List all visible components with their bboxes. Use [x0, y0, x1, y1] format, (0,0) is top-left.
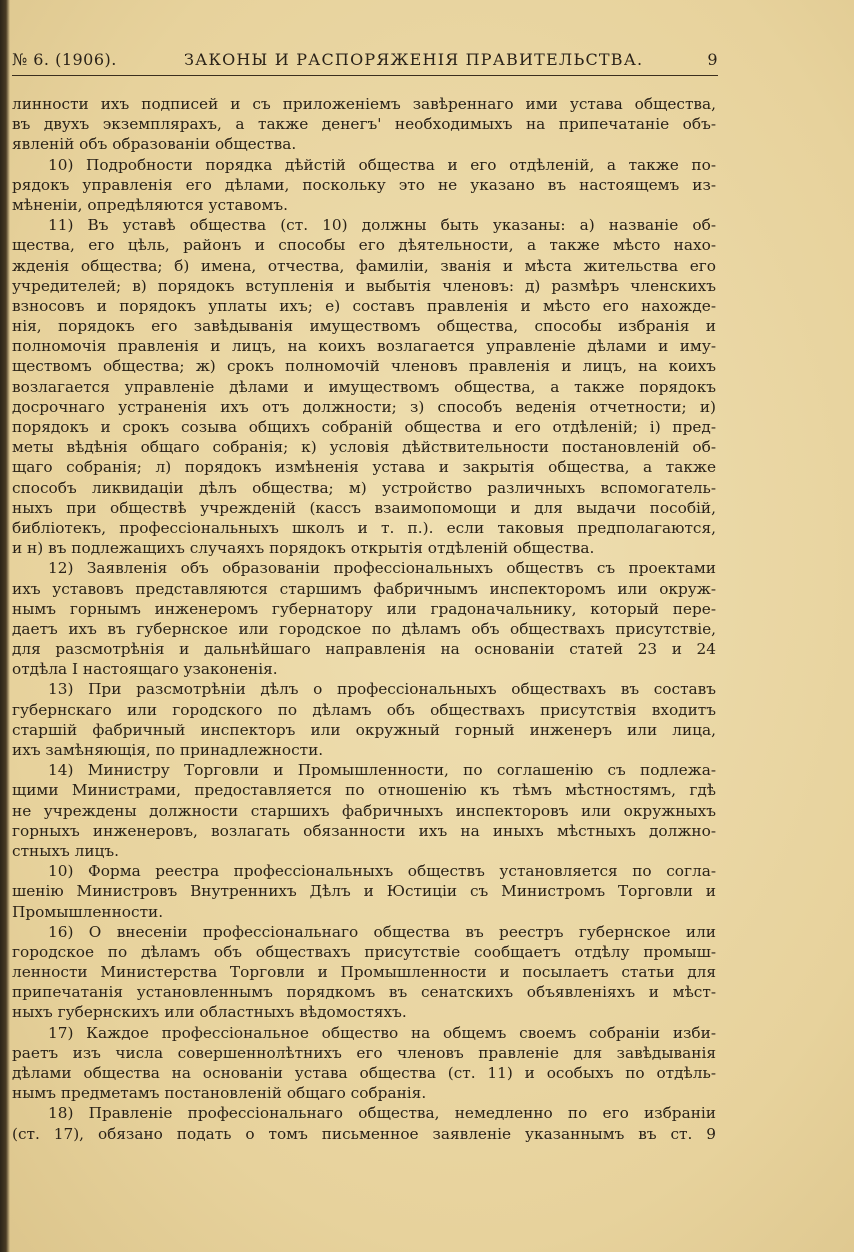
- text-line: 14) Министру Торговли и Промышленности, по соглашенію съ подлежа-: [48, 761, 716, 780]
- text-line: для разсмотрѣнія и дальнѣйшаго направленія на основаніи статей 23 и 24: [12, 640, 716, 659]
- text-line: явленій объ образованіи общества.: [12, 135, 297, 154]
- page-number: 9: [707, 50, 718, 69]
- text-line: 10) Форма реестра профессіональныхъ обществъ установляется по согла-: [48, 862, 716, 881]
- text-line: стныхъ лицъ.: [12, 841, 119, 860]
- text-line: даетъ ихъ въ губернское или городское по дѣламъ объ обществахъ присутствіе,: [12, 619, 716, 638]
- text-line: горныхъ инженеровъ, возлагать обязанности ихъ на иныхъ мѣстныхъ должно-: [12, 821, 716, 840]
- text-line: ихъ уставовъ представляются старшимъ фабричнымъ инспекторомъ или окруж-: [12, 579, 716, 598]
- text-line: 12) Заявленія объ образованіи профессіональныхъ обществъ съ проектами: [48, 559, 716, 578]
- text-line: ленности Министерства Торговли и Промышленности и посылаетъ статьи для: [12, 963, 716, 982]
- text-line: нымъ горнымъ инженеромъ губернатору или градоначальнику, который пере-: [12, 599, 716, 618]
- text-line: 11) Въ уставѣ общества (ст. 10) должны быть указаны: а) названіе об-: [48, 216, 716, 235]
- text-line: меты вѣдѣнія общаго собранія; к) условія дѣйствительности постановленій об-: [12, 438, 716, 457]
- text-line: способъ ликвидаціи дѣлъ общества; м) устройство различныхъ вспомогатель-: [12, 478, 716, 497]
- text-line: (ст. 17), обязано подать о томъ письменное заявленіе указаннымъ въ ст. 9: [12, 1124, 716, 1143]
- text-line: старшій фабричный инспекторъ или окружный горный инженеръ или лица,: [12, 720, 716, 739]
- text-line: ихъ замѣняющія, по принадлежности.: [12, 741, 324, 759]
- text-line: въ двухъ экземплярахъ, а также денегъ' необходимыхъ на припечатаніе объ-: [12, 115, 716, 134]
- text-line: Промышленности.: [12, 902, 164, 921]
- text-line: полномочія правленія и лицъ, на коихъ возлагается управленіе дѣлами и иму-: [12, 337, 716, 356]
- text-line: взносовъ и порядокъ уплаты ихъ; е) составъ правленія и мѣсто его нахожде-: [12, 296, 716, 315]
- text-line: 10) Подробности порядка дѣйстій общества и его отдѣленій, а также по-: [48, 155, 716, 174]
- body-text: [12, 94, 716, 1144]
- text-line: 17) Каждое профессіональное общество на общемъ своемъ собраніи изби-: [48, 1023, 716, 1042]
- text-line: порядокъ и срокъ созыва общихъ собраній общества и его отдѣленій; і) пред-: [12, 418, 716, 436]
- text-line: и н) въ подлежащихъ случаяхъ порядокъ открытія отдѣленій общества.: [12, 539, 595, 558]
- binding-shadow: [0, 0, 10, 1252]
- issue-number: № 6. (1906).: [12, 50, 117, 69]
- text-line: 13) При разсмотрѣніи дѣлъ о профессіональныхъ обществахъ въ составъ: [48, 680, 716, 699]
- text-line: не учреждены должности старшихъ фабричныхъ инспекторовъ или окружныхъ: [12, 801, 716, 820]
- running-header: [12, 48, 718, 74]
- text-line: библіотекъ, профессіональныхъ школъ и т. п.). если таковыя предполагаются,: [12, 518, 716, 537]
- text-line: ныхъ губернскихъ или областныхъ вѣдомостяхъ.: [12, 1003, 407, 1022]
- text-line: 18) Правленіе профессіональнаго общества, немедленно по его избраніи: [48, 1104, 716, 1123]
- text-line: учредителей; в) порядокъ вступленія и выбытія членовъ: д) размѣръ членскихъ: [12, 276, 716, 295]
- text-line: линности ихъ подписей и съ приложеніемъ завѣреннаго ими устава общества,: [12, 95, 716, 113]
- text-line: жденія общества; б) имена, отчества, фамиліи, званія и мѣста жительства его: [12, 256, 716, 275]
- header-rule: [12, 75, 718, 76]
- text-line: щаго собранія; л) порядокъ измѣненія устава и закрытія общества, а также: [12, 458, 716, 477]
- text-line: губернскаго или городского по дѣламъ объ обществахъ присутствія входитъ: [12, 700, 716, 719]
- text-line: ществомъ общества; ж) срокъ полномочій членовъ правленія и лицъ, на коихъ: [12, 357, 716, 376]
- text-line: возлагается управленіе дѣлами и имуществомъ общества, а также порядокъ: [12, 377, 716, 396]
- text-line: досрочнаго устраненія ихъ отъ должности; з) способъ веденія отчетности; и): [12, 397, 716, 416]
- text-line: щими Министрами, предоставляется по отношенію къ тѣмъ мѣстностямъ, гдѣ: [12, 781, 716, 800]
- text-line: 16) О внесеніи профессіональнаго общества въ реестръ губернское или: [48, 922, 716, 941]
- text-line: шенію Министровъ Внутреннихъ Дѣлъ и Юстиціи съ Министромъ Торговли и: [12, 882, 716, 901]
- text-line: припечатанія установленнымъ порядкомъ въ сенатскихъ объявленіяхъ и мѣст-: [12, 983, 716, 1002]
- text-line: отдѣла I настоящаго узаконенія.: [12, 660, 278, 679]
- text-line: мѣненіи, опредѣляются уставомъ.: [12, 195, 288, 214]
- text-line: дѣлами общества на основаніи устава общества (ст. 11) и особыхъ по отдѣль-: [12, 1064, 716, 1082]
- text-line: щества, его цѣль, районъ и способы его дѣятельности, а также мѣсто нахо-: [12, 236, 716, 255]
- text-line: нія, порядокъ его завѣдыванія имуществомъ общества, способы избранія и: [12, 317, 716, 336]
- header-title: ЗАКОНЫ И РАСПОРЯЖЕНІЯ ПРАВИТЕЛЬСТВА.: [184, 50, 644, 69]
- text-line: городское по дѣламъ объ обществахъ присутствіе сообщаетъ отдѣлу промыш-: [12, 942, 716, 961]
- text-line: раетъ изъ числа совершеннолѣтнихъ его членовъ правленіе для завѣдыванія: [12, 1043, 716, 1062]
- text-line: рядокъ управленія его дѣлами, поскольку это не указано въ настоящемъ из-: [12, 175, 716, 194]
- text-line: нымъ предметамъ постановленій общаго собранія.: [12, 1084, 427, 1103]
- text-line: ныхъ при обществѣ учрежденій (кассъ взаимопомощи и для выдачи пособій,: [12, 498, 716, 517]
